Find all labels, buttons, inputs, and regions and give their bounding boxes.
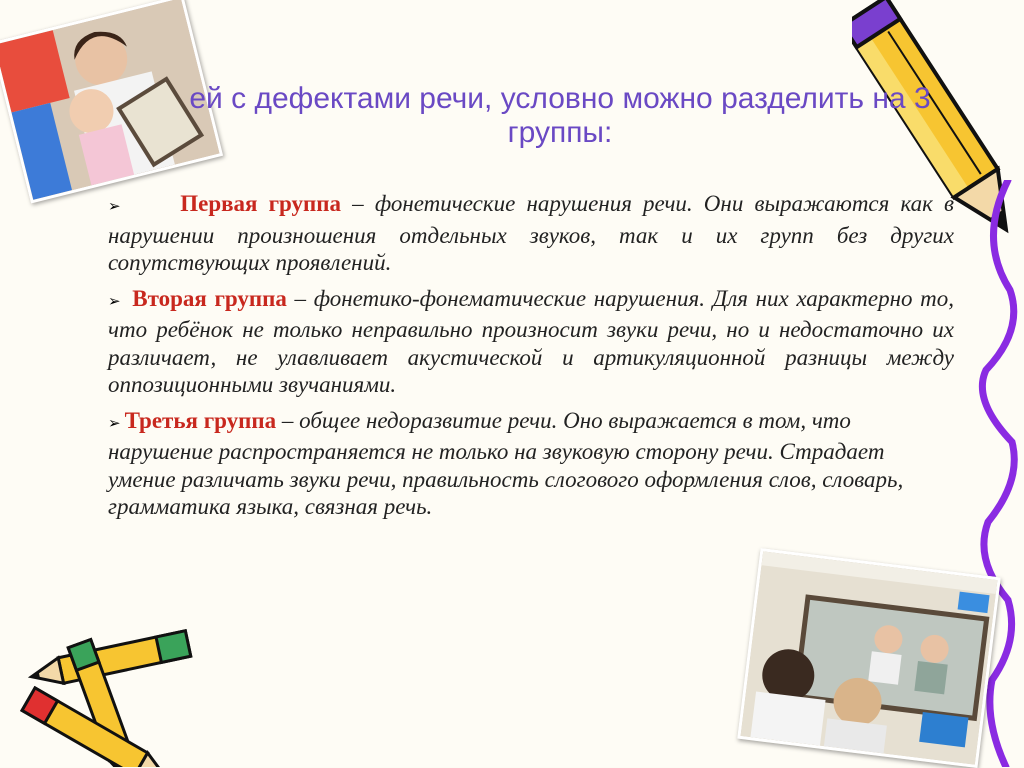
group-term: Вторая группа: [132, 285, 287, 311]
groups-list: [108, 190, 954, 529]
list-item: [108, 190, 954, 277]
arrow-bullet-icon: ➢: [108, 199, 121, 215]
term-dash: –: [286, 285, 314, 311]
arrow-bullet-icon: ➢: [108, 415, 121, 432]
term-dash: –: [276, 407, 300, 433]
slide-title: ей с дефектами речи, условно можно разделить на 3 группы:: [189, 82, 931, 149]
group-term: Первая группа: [180, 191, 342, 216]
list-item: [108, 285, 954, 399]
crossed-pencils-icon: [0, 620, 210, 767]
group-description: фонетико-фонематические нарушения. Для них характерно то, что ребёнок не только неправильно произносит звуки речи, но и недостаточно их различает, не улавливает акустической и артикуляционной разницы между оппозиционными звучаниями.: [108, 285, 954, 397]
list-item: [108, 407, 954, 521]
children-mirror-photo: [737, 548, 1001, 768]
group-term: Третья группа: [124, 407, 277, 433]
term-dash: –: [341, 191, 375, 216]
arrow-bullet-icon: ➢: [108, 293, 121, 310]
group-description: общее недоразвитие речи. Оно выражается в том, что нарушение распространяется не только на звуковую сторону речи. Страдает умение различать звуки речи, правильность слогового оформления слов, словарь, грамматика языка, связная речь.: [108, 407, 904, 519]
group-description: фонетические нарушения речи. Они выражаются как в нарушении произношения отдельных звуков, так и их групп без других сопутствующих проявлений.: [108, 191, 955, 275]
